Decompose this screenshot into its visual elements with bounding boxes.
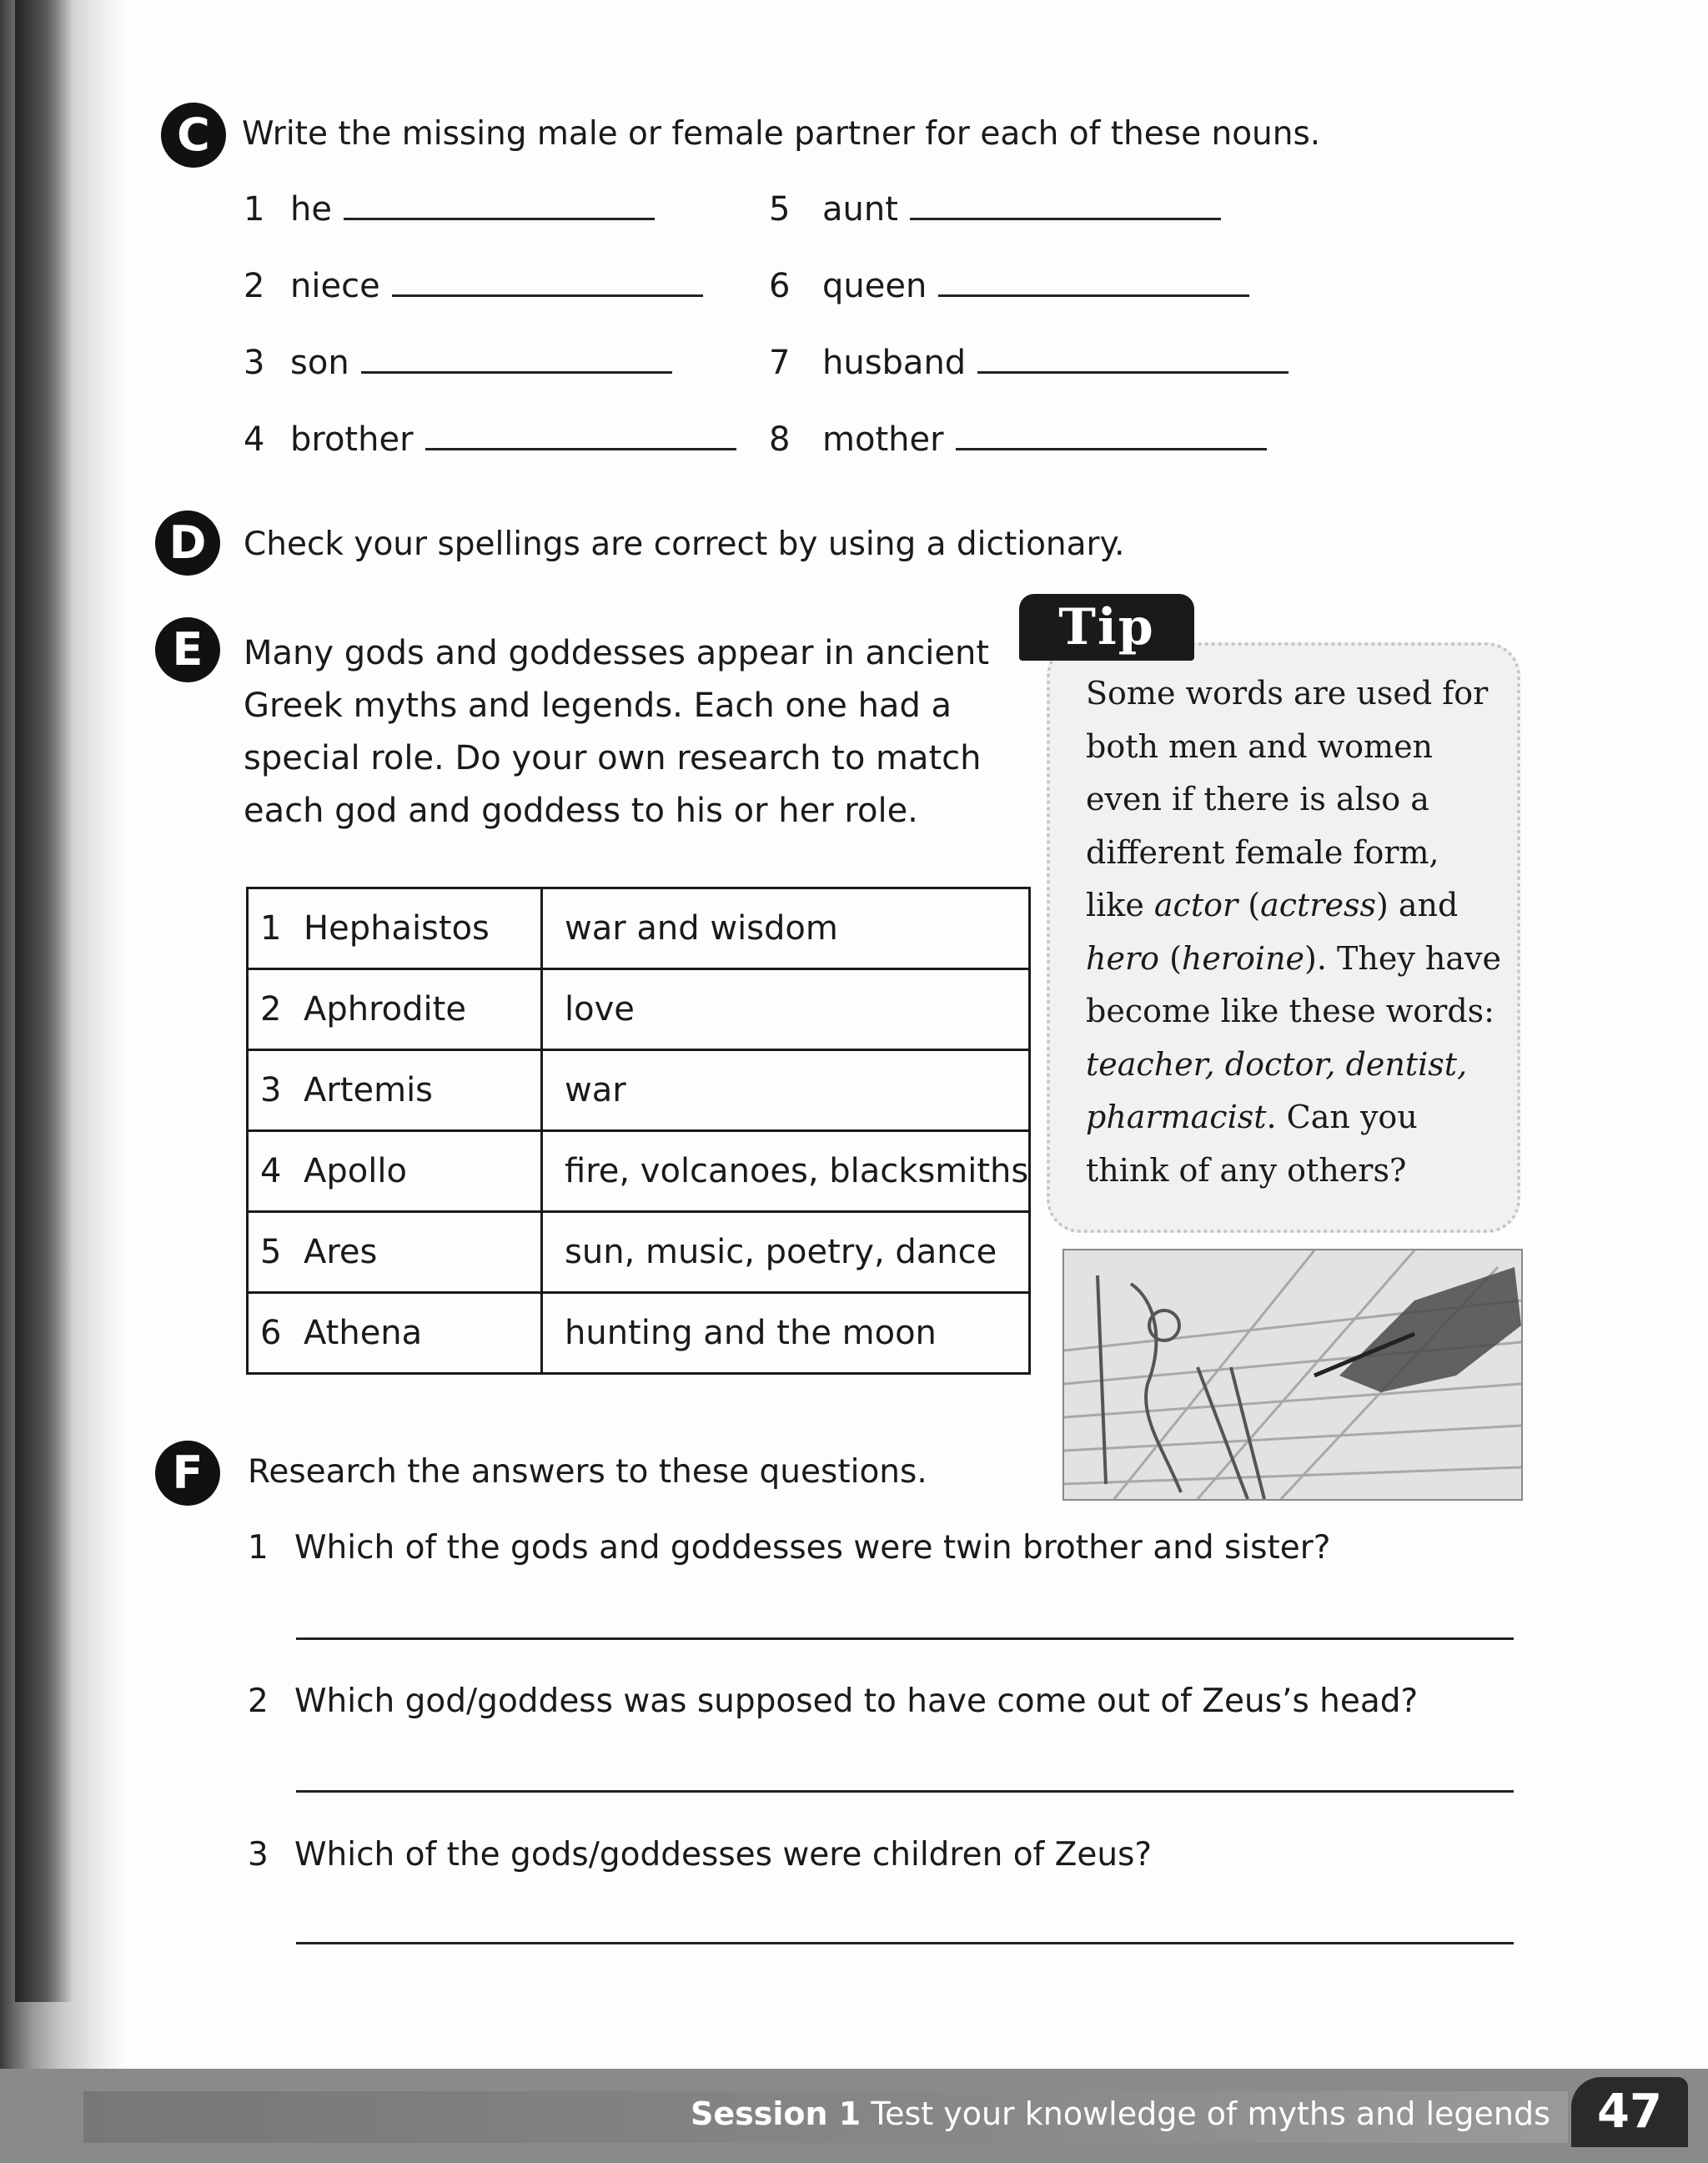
god-name: Ares	[304, 1233, 378, 1271]
answer-line[interactable]	[392, 294, 703, 297]
noun-word: mother	[822, 420, 944, 459]
tip-example: teacher, doctor, dentist,	[1086, 1045, 1468, 1083]
tip-text-part: ) and	[1375, 887, 1459, 923]
god-cell[interactable]	[248, 969, 542, 1050]
row-number: 2	[260, 990, 282, 1029]
section-c-badge: C	[161, 103, 226, 168]
answer-line[interactable]	[938, 294, 1249, 297]
table-row	[248, 1050, 1030, 1131]
tip-line: think of any others?	[1086, 1151, 1407, 1189]
table-row	[248, 888, 1030, 969]
item-number: 4	[244, 420, 265, 459]
instruction-line: special role. Do your own research to match	[244, 739, 982, 777]
noun-item	[769, 420, 1267, 459]
row-number: 1	[260, 909, 282, 948]
tip-example: pharmacist	[1086, 1099, 1267, 1135]
god-name: Hephaistos	[304, 909, 490, 948]
god-cell[interactable]	[248, 1131, 542, 1212]
answer-line[interactable]	[977, 370, 1289, 374]
item-number: 2	[244, 267, 265, 305]
answer-line[interactable]	[344, 217, 655, 220]
role-cell[interactable]: sun, music, poetry, dance	[542, 1212, 1030, 1293]
tip-line	[1086, 1039, 1520, 1092]
session-title: Test your knowledge of myths and legends	[861, 2095, 1550, 2132]
item-number: 3	[244, 344, 265, 382]
tip-example: hero	[1086, 939, 1160, 977]
table-row	[248, 1212, 1030, 1293]
section-e-instruction	[244, 627, 1019, 838]
section-d-badge: D	[155, 511, 220, 576]
row-number: 3	[260, 1071, 282, 1109]
section-c-instruction: Write the missing male or female partner for each of these nouns.	[242, 115, 1321, 153]
god-name: Athena	[304, 1314, 423, 1352]
footer-title	[691, 2095, 1550, 2132]
role-cell[interactable]: war and wisdom	[542, 888, 1030, 969]
illustration-drawing	[1064, 1250, 1521, 1499]
god-name: Apollo	[304, 1152, 407, 1190]
tip-text	[1086, 667, 1520, 1197]
role-cell[interactable]: love	[542, 969, 1030, 1050]
noun-word: he	[290, 190, 332, 229]
row-number: 5	[260, 1233, 282, 1271]
role-cell[interactable]: fire, volcanoes, blacksmiths	[542, 1131, 1030, 1212]
question-number: 3	[248, 1836, 269, 1874]
book-gutter	[15, 0, 73, 2002]
tip-example: heroine	[1181, 939, 1305, 977]
tip-text-part: . Can you	[1266, 1099, 1418, 1135]
tip-line	[1086, 933, 1520, 986]
table-row	[248, 1131, 1030, 1212]
table-row	[248, 1293, 1030, 1374]
answer-line[interactable]	[361, 370, 672, 374]
god-name: Artemis	[304, 1071, 434, 1109]
table-row	[248, 969, 1030, 1050]
answer-line[interactable]	[296, 1637, 1514, 1640]
session-label: Session 1	[691, 2095, 862, 2132]
tip-line: become like these words:	[1086, 993, 1494, 1029]
noun-item	[769, 267, 1249, 305]
god-cell[interactable]	[248, 888, 542, 969]
myth-illustration	[1062, 1249, 1523, 1501]
tip-line: both men and women	[1086, 727, 1434, 765]
tip-line: even if there is also a	[1086, 781, 1429, 817]
question-number: 2	[248, 1683, 269, 1720]
section-f-instruction: Research the answers to these questions.	[248, 1453, 927, 1491]
tip-line: Some words are used for	[1086, 675, 1489, 712]
tip-text-part: ). They have	[1304, 939, 1501, 977]
tip-line	[1086, 879, 1520, 933]
question-text: Which of the gods/goddesses were children of Zeus?	[294, 1836, 1153, 1874]
tip-text-part: like	[1086, 887, 1154, 923]
tip-text-part: (	[1238, 887, 1261, 923]
god-cell[interactable]	[248, 1293, 542, 1374]
gods-roles-table	[246, 887, 1031, 1375]
row-number: 4	[260, 1152, 282, 1190]
noun-item	[244, 344, 672, 382]
instruction-line: Many gods and goddesses appear in ancient	[244, 634, 990, 672]
noun-word: brother	[290, 420, 414, 459]
noun-item	[769, 190, 1221, 229]
instruction-line: each god and goddess to his or her role.	[244, 792, 918, 830]
god-cell[interactable]	[248, 1050, 542, 1131]
section-e-badge: E	[155, 617, 220, 682]
noun-item	[244, 420, 736, 459]
answer-line[interactable]	[425, 447, 736, 450]
answer-line[interactable]	[296, 1941, 1514, 1944]
noun-item	[769, 344, 1289, 382]
answer-line[interactable]	[296, 1789, 1514, 1793]
item-number: 1	[244, 190, 265, 229]
tip-line	[1086, 1091, 1520, 1144]
noun-item	[244, 190, 655, 229]
tip-heading: Tip	[1019, 594, 1194, 661]
tip-line: different female form,	[1086, 833, 1439, 871]
item-number: 6	[769, 267, 791, 305]
answer-line[interactable]	[956, 447, 1267, 450]
noun-word: husband	[822, 344, 967, 382]
role-cell[interactable]: war	[542, 1050, 1030, 1131]
noun-word: son	[290, 344, 349, 382]
question	[248, 1529, 1330, 1567]
question-text: Which god/goddess was supposed to have come out of Zeus’s head?	[294, 1683, 1419, 1720]
page-number: 47	[1571, 2077, 1688, 2147]
instruction-line: Greek myths and legends. Each one had a	[244, 687, 952, 725]
item-number: 5	[769, 190, 791, 229]
noun-word: aunt	[822, 190, 898, 229]
question	[248, 1683, 1418, 1720]
noun-word: niece	[290, 267, 380, 305]
row-number: 6	[260, 1314, 282, 1352]
item-number: 7	[769, 344, 791, 382]
noun-item	[244, 267, 703, 305]
answer-line[interactable]	[910, 217, 1221, 220]
noun-word: queen	[822, 267, 927, 305]
question-number: 1	[248, 1529, 269, 1567]
role-cell[interactable]: hunting and the moon	[542, 1293, 1030, 1374]
item-number: 8	[769, 420, 791, 459]
tip-text-part: (	[1159, 939, 1182, 977]
god-cell[interactable]	[248, 1212, 542, 1293]
question-text: Which of the gods and goddesses were twin brother and sister?	[294, 1529, 1331, 1567]
tip-example: actor	[1153, 887, 1238, 923]
section-f-badge: F	[155, 1441, 220, 1506]
question	[248, 1836, 1152, 1874]
section-d-instruction: Check your spellings are correct by using a dictionary.	[244, 526, 1125, 563]
tip-example: actress	[1260, 887, 1376, 923]
god-name: Aphrodite	[304, 990, 466, 1029]
